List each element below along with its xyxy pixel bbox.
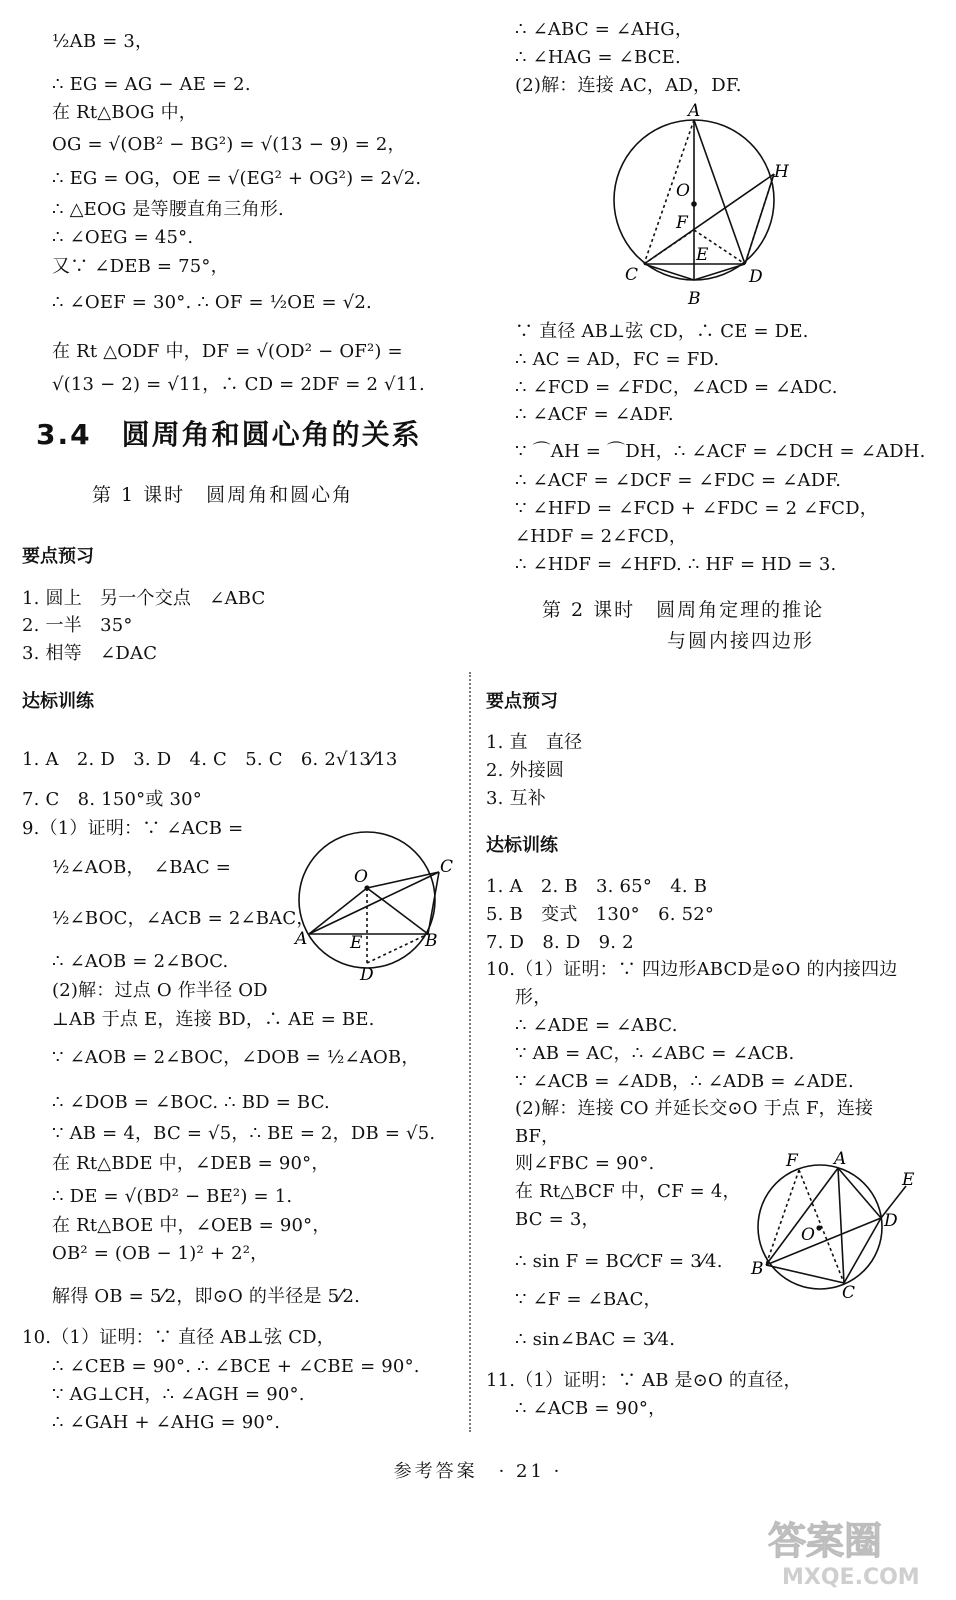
text-line: ∴ ∠CEB = 90°. ∴ ∠BCE + ∠CBE = 90°. (52, 1356, 420, 1377)
text-line: 10.（1）证明：∵ 四边形ABCD是⊙O 的内接四边 (486, 959, 898, 980)
text-line: (2)解：过点 O 作半径 OD (52, 980, 268, 1001)
text-line: √(13 − 2) = √11，∴ CD = 2DF = 2 √11. (52, 374, 425, 395)
page-footer: 参考答案 · 21 · (393, 1461, 563, 1482)
section-heading: 达标训练 (486, 835, 558, 856)
section-heading: 要点预习 (22, 546, 94, 567)
circle-figure-quadrilateral (744, 1148, 924, 1303)
text-line: ½∠AOB， ∠BAC = (52, 857, 231, 878)
watermark-logo (762, 1508, 942, 1588)
text-line: ∴ EG = OG，OE = √(EG² + OG²) = 2√2. (52, 168, 422, 189)
section-heading: 要点预习 (486, 691, 558, 712)
text-line: ∵ 直径 AB⊥弦 CD，∴ CE = DE. (515, 321, 809, 342)
text-line: ∵ ∠AOB = 2∠BOC，∠DOB = ½∠AOB， (52, 1047, 420, 1068)
text-line: 7. C 8. 150°或 30° (22, 789, 202, 810)
text-line: OB² = (OB − 1)² + 2²， (52, 1243, 269, 1264)
text-line: 11.（1）证明：∵ AB 是⊙O 的直径， (486, 1370, 802, 1391)
figure-label: H (774, 162, 789, 182)
figure-label: C (440, 857, 454, 877)
text-line: ∴ ∠ACB = 90°， (515, 1398, 667, 1419)
figure-label: A (295, 929, 308, 949)
text-line: ∴ ∠FCD = ∠FDC，∠ACD = ∠ADC. (515, 377, 838, 398)
text-line: ∴ ∠DOB = ∠BOC. ∴ BD = BC. (52, 1092, 330, 1113)
text-line: OG = √(OB² − BG²) = √(13 − 9) = 2， (52, 134, 406, 155)
text-line: ∴ ∠ACF = ∠ADF. (515, 404, 674, 425)
text-line: 9.（1）证明：∵ ∠ACB = (22, 818, 244, 839)
circle-figure-aob (290, 820, 460, 985)
figure-label: F (786, 1151, 798, 1171)
figure-label: B (425, 931, 438, 951)
figure-label: O (354, 867, 368, 887)
text-line: ∴ EG = AG − AE = 2. (52, 74, 251, 95)
text-line: 解得 OB = 5⁄2，即⊙O 的半径是 5⁄2. (52, 1286, 361, 1307)
text-line: 10.（1）证明：∵ 直径 AB⊥弦 CD， (22, 1327, 336, 1348)
text-line: ∴ sin F = BC⁄CF = 3⁄4. (515, 1251, 723, 1272)
text-line: ∵ ∠F = ∠BAC， (515, 1289, 662, 1310)
text-line: 在 Rt△BCF 中，CF = 4， (515, 1181, 741, 1202)
text-line: 又∵ ∠DEB = 75°， (52, 256, 229, 277)
text-line: ∴ ∠AOB = 2∠BOC. (52, 951, 229, 972)
text-line: ∴ DE = √(BD² − BE²) = 1. (52, 1186, 293, 1207)
watermark-url: MXQE.COM (782, 1565, 920, 1588)
text-line: ∠HDF = 2∠FCD， (515, 526, 688, 547)
text-line: 在 Rt △ODF 中，DF = √(OD² − OF²) = (52, 341, 403, 362)
figure-label: F (676, 213, 688, 233)
figure-label: O (801, 1225, 815, 1245)
column-divider (469, 672, 471, 1432)
figure-label: O (676, 181, 690, 201)
text-line: 在 Rt△BOG 中， (52, 102, 197, 123)
text-line: ½∠BOC，∠ACB = 2∠BAC， (52, 908, 315, 929)
text-line: ∴ ∠HDF = ∠HFD. ∴ HF = HD = 3. (515, 554, 837, 575)
text-line: 1. A 2. D 3. D 4. C 5. C 6. 2√13⁄13 (22, 749, 398, 770)
text-line: ∵ AG⊥CH，∴ ∠AGH = 90°. (52, 1384, 305, 1405)
figure-label: E (902, 1170, 915, 1190)
text-line: BC = 3， (515, 1209, 600, 1230)
text-line: 7. D 8. D 9. 2 (486, 932, 634, 953)
text-line: 在 Rt△BDE 中，∠DEB = 90°， (52, 1153, 330, 1174)
section-title: 3.4 圆周角和圆心角的关系 (36, 418, 422, 451)
figure-label: E (696, 245, 709, 265)
text-line: BF， (515, 1126, 560, 1147)
list-item: 1. 直 直径 (486, 732, 583, 753)
text-line: 则∠FBC = 90°. (515, 1153, 655, 1174)
figure-label: B (751, 1259, 764, 1279)
text-line: ∴ ∠GAH + ∠AHG = 90°. (52, 1412, 281, 1433)
text-line: ∴ AC = AD，FC = FD. (515, 349, 720, 370)
text-line: ∴ ∠ADE = ∠ABC. (515, 1015, 678, 1036)
figure-label: C (842, 1283, 856, 1303)
text-line: ∵ AB = 4，BC = √5，∴ BE = 2，DB = √5. (52, 1123, 436, 1144)
text-line: ∴ ∠HAG = ∠BCE. (515, 47, 681, 68)
text-line: ∴ ∠ABC = ∠AHG， (515, 19, 694, 40)
lesson-title: 第 1 课时 圆周角和圆心角 (92, 484, 354, 506)
text-line: ⊥AB 于点 E，连接 BD，∴ AE = BE. (52, 1009, 375, 1030)
figure-label: E (350, 933, 363, 953)
figure-label: D (884, 1211, 898, 1231)
text-line: ∴ sin∠BAC = 3⁄4. (515, 1329, 676, 1350)
list-item: 2. 一半 35° (22, 615, 133, 636)
text-line: ∴ ∠OEG = 45°. (52, 227, 194, 248)
text-line: (2)解：连接 AC，AD，DF. (515, 75, 742, 96)
figure-label: C (625, 265, 639, 285)
lesson-title: 第 2 课时 圆周角定理的推论 (542, 599, 825, 621)
text-line: ½AB = 3， (52, 31, 154, 52)
figure-label: D (360, 965, 374, 985)
figure-label: D (749, 267, 763, 287)
watermark-text: 答案圈 (768, 1519, 883, 1563)
text-line: 1. A 2. B 3. 65° 4. B (486, 876, 708, 897)
section-heading: 达标训练 (22, 691, 94, 712)
text-line: 在 Rt△BOE 中，∠OEB = 90°， (52, 1215, 331, 1236)
text-line: (2)解：连接 CO 并延长交⊙O 于点 F，连接 (515, 1098, 874, 1119)
list-item: 1. 圆上 另一个交点 ∠ABC (22, 588, 266, 609)
figure-label: B (688, 289, 701, 309)
text-line: ∵ ∠HFD = ∠FCD + ∠FDC = 2 ∠FCD， (515, 498, 878, 519)
list-item: 3. 相等 ∠DAC (22, 643, 158, 664)
text-line: ∵ AB = AC，∴ ∠ABC = ∠ACB. (515, 1043, 795, 1064)
list-item: 3. 互补 (486, 788, 546, 809)
text-line: ∵ ∠ACB = ∠ADB，∴ ∠ADB = ∠ADE. (515, 1071, 854, 1092)
figure-label: A (688, 101, 701, 121)
text-line: ∴ ∠OEF = 30°. ∴ OF = ½OE = √2. (52, 292, 372, 313)
text-line: 形， (515, 987, 552, 1008)
text-line: ∴ ∠ACF = ∠DCF = ∠FDC = ∠ADF. (515, 470, 842, 491)
text-line: ∴ △EOG 是等腰直角三角形. (52, 199, 284, 220)
list-item: 2. 外接圆 (486, 760, 565, 781)
circle-figure-chord (608, 100, 798, 312)
lesson-subtitle: 与圆内接四边形 (667, 630, 815, 652)
text-line: 5. B 变式 130° 6. 52° (486, 904, 715, 925)
text-line: ∵ ⌒AH = ⌒DH，∴ ∠ACF = ∠DCH = ∠ADH. (515, 441, 926, 462)
figure-label: A (834, 1149, 847, 1169)
